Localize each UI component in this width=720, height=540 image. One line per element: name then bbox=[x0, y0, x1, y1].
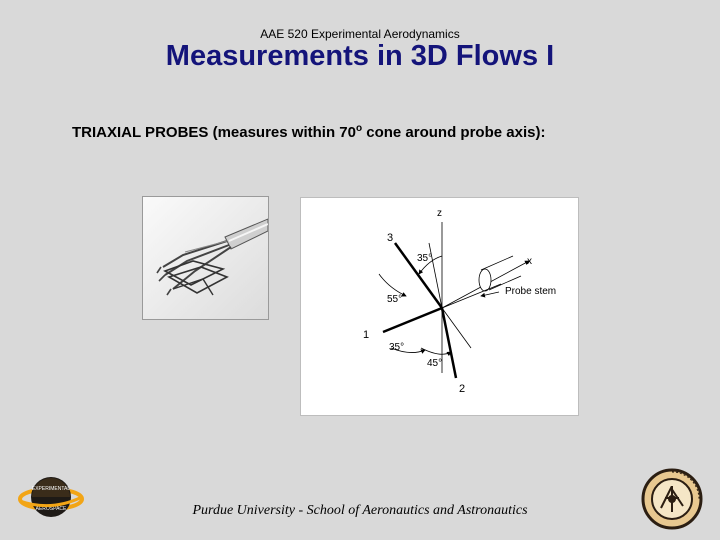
wire-3-label: 3 bbox=[387, 232, 394, 244]
wire-2-label: 2 bbox=[459, 383, 466, 395]
angle-label-bottom: 45° bbox=[427, 358, 443, 369]
axis-x-label: x bbox=[527, 256, 532, 267]
wire-1-line bbox=[383, 308, 442, 332]
angle-label-upper-left: 55° bbox=[387, 294, 403, 305]
probe-stem-label: Probe stem bbox=[505, 286, 557, 297]
wire-1-label: 1 bbox=[363, 329, 370, 341]
course-header: AAE 520 Experimental Aerodynamics bbox=[260, 27, 460, 41]
section-heading-suffix: cone around probe axis): bbox=[362, 124, 546, 141]
probe-illustration bbox=[143, 197, 268, 319]
svg-text:AEROSPACE: AEROSPACE bbox=[35, 506, 67, 512]
section-heading-prefix: TRIAXIAL PROBES (measures within 70 bbox=[72, 124, 356, 141]
axis-z-label: z bbox=[437, 208, 442, 219]
section-heading bbox=[72, 123, 545, 141]
angle-label-lower-left: 35° bbox=[389, 342, 405, 353]
triaxial-diagram-svg bbox=[301, 198, 578, 415]
probe-photo bbox=[142, 196, 269, 320]
triaxial-diagram bbox=[300, 197, 579, 416]
wire-2-line bbox=[442, 308, 456, 378]
svg-text:EXPERIMENTAL: EXPERIMENTAL bbox=[31, 486, 71, 492]
angle-label-top: 35° bbox=[417, 253, 433, 264]
footer: Purdue University - School of Aeronautics and Astronautics bbox=[192, 503, 528, 518]
circular-seal-icon bbox=[641, 468, 703, 530]
degree-superscript: o bbox=[355, 123, 363, 134]
page-title: Measurements in 3D Flows I bbox=[165, 40, 555, 72]
